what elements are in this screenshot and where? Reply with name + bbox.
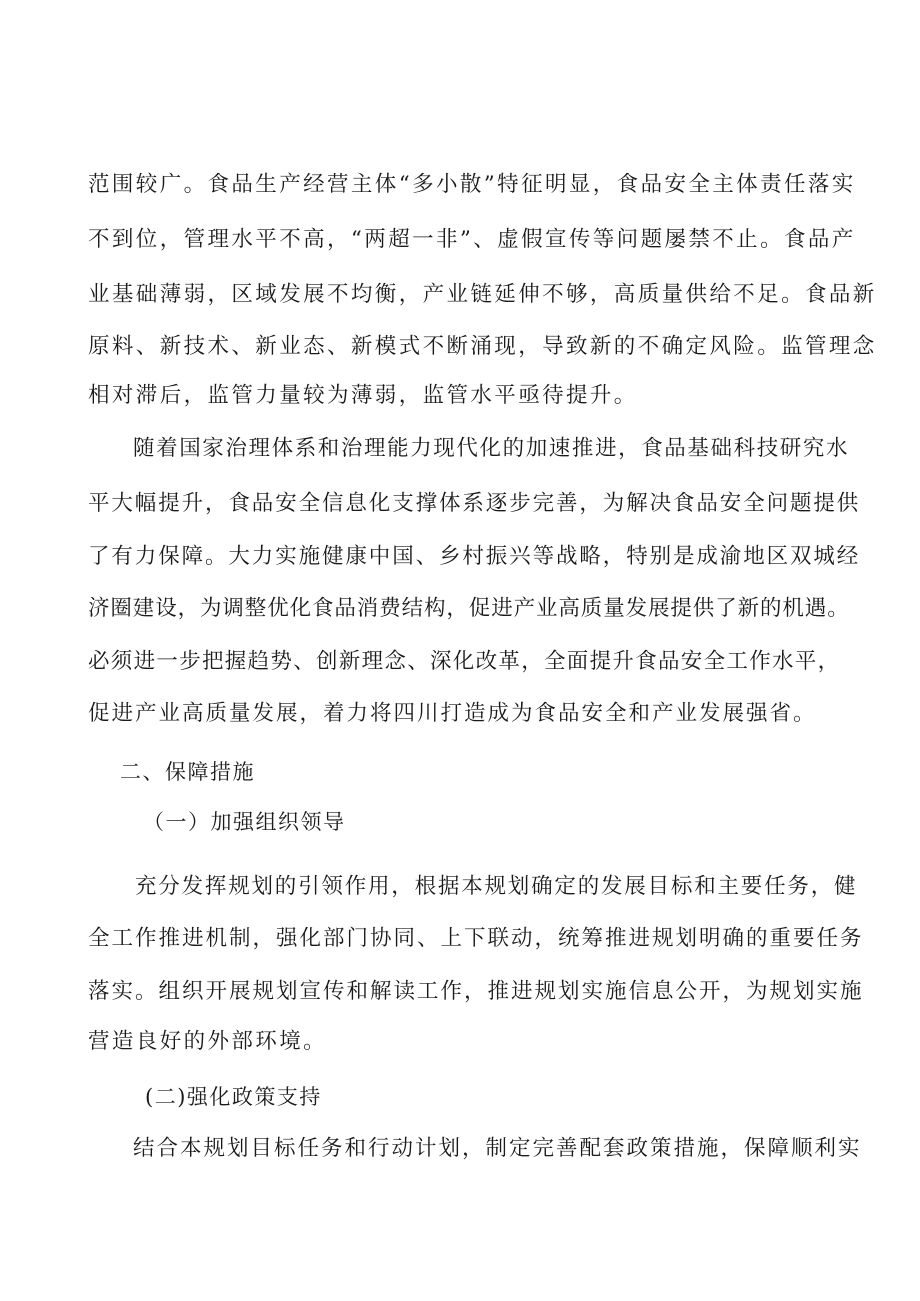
text-line: 原料、新技术、新业态、新模式不断涌现，导致新的不确定风险。监管理念 xyxy=(88,334,877,359)
text-line: 业基础薄弱，区域发展不均衡，产业链延伸不够，高质量供给不足。食品新 xyxy=(88,282,877,307)
subsection-heading: （一）加强组织领导 xyxy=(143,810,346,834)
text-line: 相对滞后，监管力量较为薄弱，监管水平亟待提升。 xyxy=(88,383,638,408)
text-line: 平大幅提升，食品安全信息化支撑体系逐步完善，为解决食品安全问题提供 xyxy=(88,491,861,516)
text-line: 范围较广。食品生产经营主体“多小散”特征明显，食品安全主体责任落实 xyxy=(88,172,856,197)
text-line: 不到位，管理水平不高，“两超一非”、虚假宣传等问题屡禁不止。食品产 xyxy=(88,227,856,252)
text-line: 随着国家治理体系和治理能力现代化的加速推进，食品基础科技研究水 xyxy=(133,436,850,461)
text-line: 落实。组织开展规划宣传和解读工作，推进规划实施信息公开，为规划实施 xyxy=(88,979,864,1004)
text-line: 充分发挥规划的引领作用，根据本规划确定的发展目标和主要任务，健 xyxy=(135,874,858,899)
text-line: 了有力保障。大力实施健康中国、乡村振兴等战略，特别是成渝地区双城经 xyxy=(88,544,861,569)
text-line: 必须进一步把握趋势、创新理念、深化改革，全面提升食品安全工作水平， xyxy=(88,649,841,674)
text-line: 济圈建设，为调整优化食品消费结构，促进产业高质量发展提供了新的机遇。 xyxy=(88,596,850,621)
subsection-heading: (二)强化政策支持 xyxy=(145,1085,322,1109)
section-heading: 二、保障措施 xyxy=(120,760,255,784)
text-line: 结合本规划目标任务和行动计划，制定完善配套政策措施，保障顺利实 xyxy=(133,1136,862,1161)
text-line: 促进产业高质量发展，着力将四川打造成为食品安全和产业发展强省。 xyxy=(88,701,817,726)
text-line: 营造良好的外部环境。 xyxy=(88,1029,328,1054)
text-line: 全工作推进机制，强化部门协同、上下联动，统筹推进规划明确的重要任务 xyxy=(88,926,864,951)
